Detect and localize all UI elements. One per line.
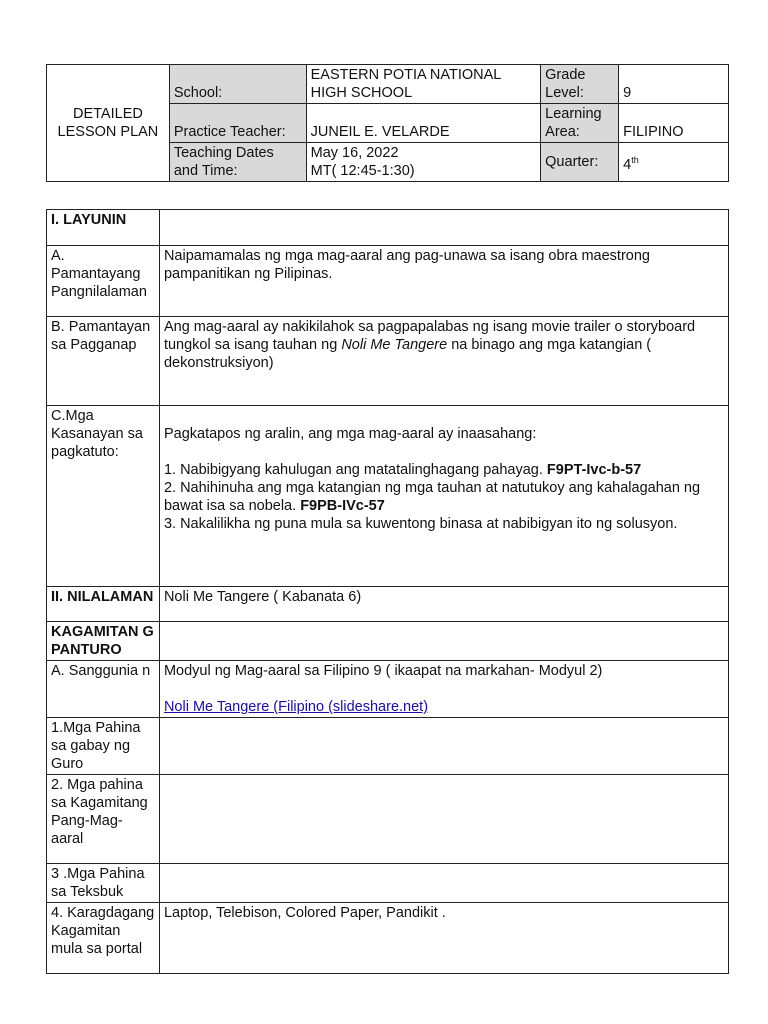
pamantayan-sa-pagganap-label: B. Pamantayan sa Pagganap [47, 317, 160, 406]
document-title: DETAILED LESSON PLAN [47, 65, 170, 182]
karagdagang-kagamitan-label: 4. Karagdagang Kagamitan mula sa portal [47, 903, 160, 974]
mga-kasanayan-label: C.Mga Kasanayan sa pagkatuto: [47, 406, 160, 587]
objective-item: 2. Nahihinuha ang mga katangian ng mga tauhan at natutukoy ang kahalagahan ng bawat isa sa nobela. F9PB-IVc-57 [163, 480, 701, 514]
objective-item: 3. Nakalilikha ng puna mula sa kuwentong binasa at nabibigyan ito ng solusyon. [163, 516, 678, 532]
nilalaman-text: Noli Me Tangere ( Kabanata 6) [159, 587, 728, 622]
pamantayan-sa-pagganap-text: Ang mag-aaral ay nakikilahok sa pagpapalabas ng isang movie trailer o storyboard tungkol sa isang tauhan ng Noli Me Tangere na binago ang mga katangian ( dekonstruksiyon) [159, 317, 728, 406]
grade-level-label: Grade Level: [541, 65, 619, 104]
quarter-value: 4th [619, 143, 729, 182]
pamantayang-pangnilalaman-text: Naipamamalas ng mga mag-aaral ang pag-unawa sa isang obra maestrong pampanitikan ng Pilipinas. [159, 246, 728, 317]
lesson-plan-body-table [46, 209, 729, 974]
layunin-content [159, 210, 728, 246]
practice-teacher-label: Practice Teacher: [169, 104, 306, 143]
learning-area-label: Learning Area: [541, 104, 619, 143]
sanggunian-label: A. Sanggunia n [47, 661, 160, 718]
teaching-dates-label: Teaching Dates and Time: [169, 143, 306, 182]
grade-level-value: 9 [619, 65, 729, 104]
school-value: EASTERN POTIA NATIONAL HIGH SCHOOL [306, 65, 541, 104]
layunin-heading: I. LAYUNIN [47, 210, 160, 246]
lesson-plan-header-table [46, 64, 729, 182]
sanggunian-text: Modyul ng Mag-aaral sa Filipino 9 ( ikaapat na markahan- Modyul 2) Noli Me Tangere (Filipino (slideshare.net) [159, 661, 728, 718]
practice-teacher-value: JUNEIL E. VELARDE [306, 104, 541, 143]
kagamitang-panturo-heading: KAGAMITAN G PANTURO [47, 622, 160, 661]
school-label: School: [169, 65, 306, 104]
teaching-dates-value: May 16, 2022 MT( 12:45-1:30) [306, 143, 541, 182]
pahina-kagamitang-mag-aaral-content [159, 775, 728, 864]
quarter-label: Quarter: [541, 143, 619, 182]
objective-item: 1. Nabibigyang kahulugan ang matatalinghagang pahayag. F9PT-Ivc-b-57 [163, 462, 642, 478]
karagdagang-kagamitan-text: Laptop, Telebison, Colored Paper, Pandikit . [159, 903, 728, 974]
kagamitang-panturo-content [159, 622, 728, 661]
pahina-teksbuk-content [159, 864, 728, 903]
nilalaman-heading: II. NILALAMAN [47, 587, 160, 622]
pamantayang-pangnilalaman-label: A. Pamantayang Pangnilalaman [47, 246, 160, 317]
pahina-gabay-guro-label: 1.Mga Pahina sa gabay ng Guro [47, 718, 160, 775]
objectives-intro: Pagkatapos ng aralin, ang mga mag-aaral ay inaasahang: [163, 426, 537, 442]
pahina-gabay-guro-content [159, 718, 728, 775]
learning-area-value: FILIPINO [619, 104, 729, 143]
mga-kasanayan-text [159, 406, 728, 587]
pahina-kagamitang-mag-aaral-label: 2. Mga pahina sa Kagamitang Pang-Mag-aaral [47, 775, 160, 864]
slideshare-link[interactable]: Noli Me Tangere (Filipino (slideshare.net) [163, 699, 429, 715]
pahina-teksbuk-label: 3 .Mga Pahina sa Teksbuk [47, 864, 160, 903]
